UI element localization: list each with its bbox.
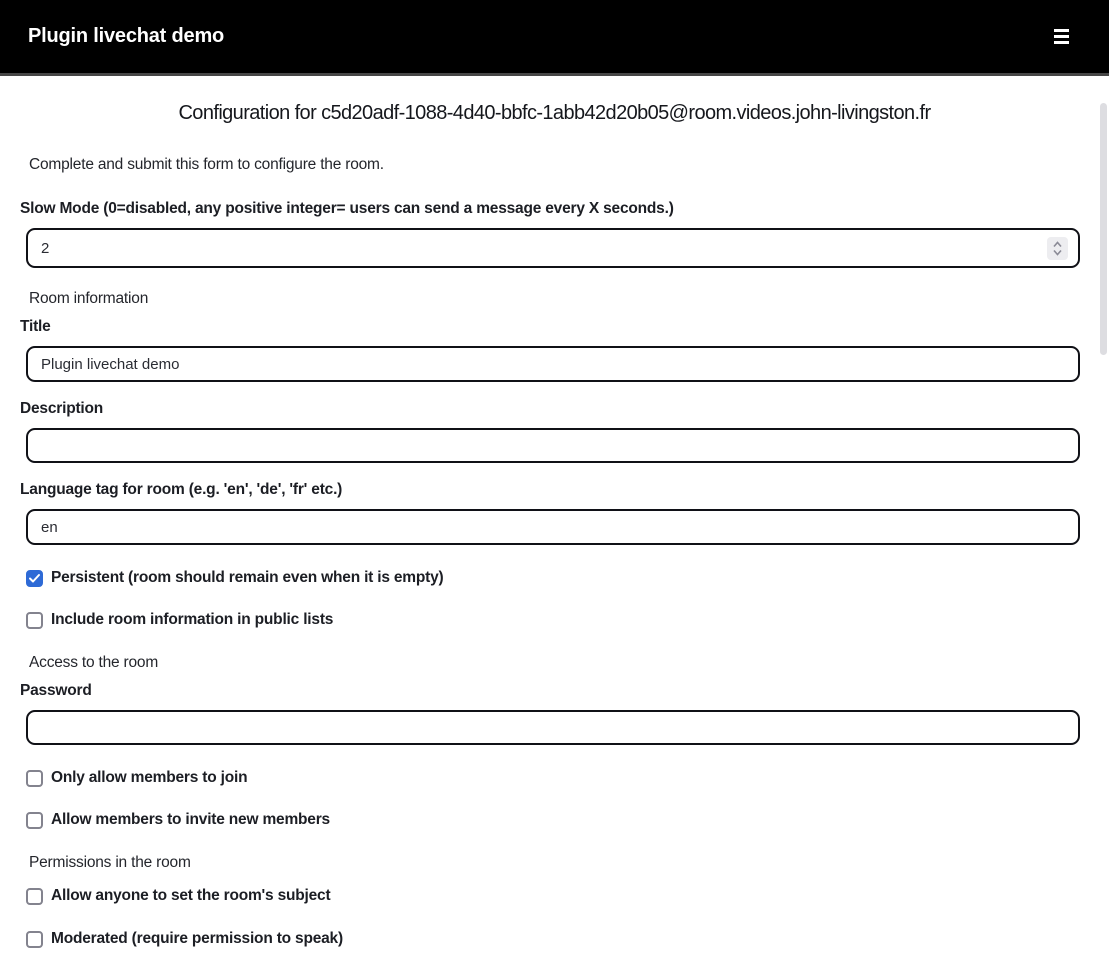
page-title: Configuration for c5d20adf-1088-4d40-bbfc-1abb42d20b05@room.videos.john-livingston.fr: [178, 102, 931, 124]
public-list-checkbox-row[interactable]: [26, 611, 1080, 629]
password-label: Password: [20, 682, 92, 699]
chevron-down-icon[interactable]: [1053, 249, 1062, 256]
chevron-up-icon[interactable]: [1053, 241, 1062, 248]
language-tag-input[interactable]: [26, 509, 1080, 545]
section-permissions: Permissions in the room: [29, 854, 191, 871]
set-subject-checkbox-row[interactable]: [26, 887, 1080, 905]
page-scroll-area: [0, 102, 1109, 961]
language-tag-label: Language tag for room (e.g. 'en', 'de', 'fr' etc.): [20, 481, 343, 498]
password-input[interactable]: [26, 710, 1080, 745]
slow-mode-label: Slow Mode (0=disabled, any positive integer= users can send a message every X seconds.): [20, 200, 674, 217]
members-only-checkbox-row[interactable]: [26, 769, 1080, 787]
members-invite-checkbox[interactable]: [26, 812, 43, 829]
app-title: Plugin livechat demo: [28, 25, 225, 47]
set-subject-checkbox-label: Allow anyone to set the room's subject: [51, 887, 331, 904]
app-header: [0, 0, 1109, 76]
hamburger-icon: [1054, 29, 1069, 32]
vertical-scrollbar[interactable]: [1100, 103, 1107, 355]
set-subject-checkbox[interactable]: [26, 888, 43, 905]
title-label: Title: [20, 318, 51, 335]
number-spinner[interactable]: [1047, 237, 1068, 260]
form-instructions: Complete and submit this form to configure the room.: [29, 156, 384, 173]
moderated-checkbox-row[interactable]: [26, 930, 1080, 948]
members-invite-checkbox-row[interactable]: [26, 811, 1080, 829]
room-configuration-form: [0, 156, 1109, 948]
public-list-checkbox-label: Include room information in public lists: [51, 611, 334, 628]
slow-mode-field-wrap: [26, 228, 1080, 268]
members-only-checkbox-label: Only allow members to join: [51, 769, 248, 786]
moderated-checkbox-label: Moderated (require permission to speak): [51, 930, 343, 947]
public-list-checkbox[interactable]: [26, 612, 43, 629]
title-input[interactable]: [26, 346, 1080, 382]
hamburger-menu-button[interactable]: [1050, 25, 1073, 48]
description-input[interactable]: [26, 428, 1080, 463]
persistent-checkbox-row[interactable]: [26, 569, 1080, 587]
section-access: Access to the room: [29, 654, 159, 671]
description-label: Description: [20, 400, 104, 417]
checkmark-icon: [29, 574, 40, 583]
slow-mode-input[interactable]: [26, 228, 1080, 268]
section-room-information: Room information: [29, 290, 149, 307]
moderated-checkbox[interactable]: [26, 931, 43, 948]
persistent-checkbox-label: Persistent (room should remain even when it is empty): [51, 569, 444, 586]
members-invite-checkbox-label: Allow members to invite new members: [51, 811, 330, 828]
persistent-checkbox[interactable]: [26, 570, 43, 587]
members-only-checkbox[interactable]: [26, 770, 43, 787]
